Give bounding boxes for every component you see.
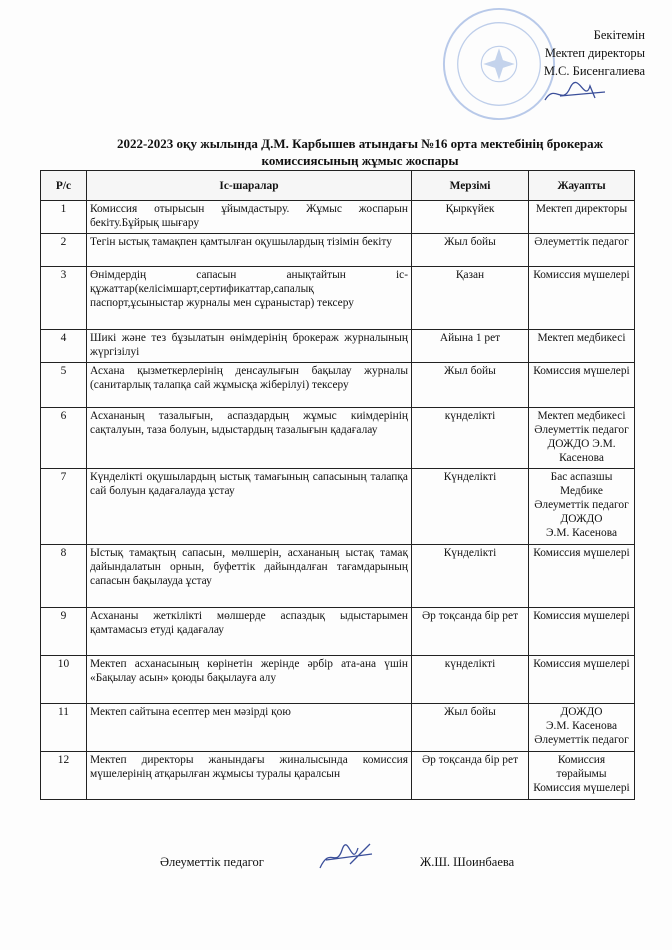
pedagogue-signature — [312, 838, 382, 874]
row-number: 3 — [41, 267, 87, 330]
row-activity: Асхананы жеткілікті мөлшерде аспаздық ыдыстарымен қамтамасыз етуді қадағалау — [87, 608, 412, 656]
row-deadline: күнделікті — [412, 408, 529, 469]
row-activity: Мектеп сайтына есептер мен мәзірді қою — [87, 704, 412, 752]
header-deadline: Мерзімі — [412, 171, 529, 201]
row-deadline: күнделікті — [412, 656, 529, 704]
row-responsible: Комиссия мүшелері — [529, 656, 635, 704]
footer-position: Әлеуметтік педагог — [160, 855, 264, 869]
row-activity: Асхананың тазалығын, аспаздардың жұмыс киімдерінің сақталуын, таза болуын, ыдыстардың тазалығын қадағалау — [87, 408, 412, 469]
row-deadline: Күнделікті — [412, 469, 529, 545]
row-number: 2 — [41, 234, 87, 267]
table-row — [41, 704, 635, 752]
table-row — [41, 656, 635, 704]
row-number: 10 — [41, 656, 87, 704]
row-responsible: Мектеп медбикесі Әлеуметтік педагог ДОЖДО Э.М. Касенова — [529, 408, 635, 469]
director-signature — [540, 78, 610, 108]
row-activity: Асхана қызметкерлерінің денсаулығын бақылау журналы (санитарлық талапқа сай жұмысқа жіберілуі) тексеру — [87, 363, 412, 408]
row-responsible: Әлеуметтік педагог — [529, 234, 635, 267]
table-row — [41, 363, 635, 408]
row-responsible: Мектеп медбикесі — [529, 330, 635, 363]
table-header-row — [41, 171, 635, 201]
row-number: 7 — [41, 469, 87, 545]
header-responsible: Жауапты — [529, 171, 635, 201]
row-activity: Мектеп директоры жанындағы жиналысында комиссия мүшелерінің атқарылған жұмысы туралы қаралсын — [87, 752, 412, 800]
row-responsible: Комиссия мүшелері — [529, 608, 635, 656]
table-row — [41, 267, 635, 330]
row-number: 11 — [41, 704, 87, 752]
row-number: 5 — [41, 363, 87, 408]
row-number: 4 — [41, 330, 87, 363]
row-activity: Шикі және тез бұзылатын өнімдерінің брокераж журналының жүргізілуі — [87, 330, 412, 363]
table-row — [41, 201, 635, 234]
table-row — [41, 408, 635, 469]
row-deadline: Жыл бойы — [412, 704, 529, 752]
row-activity: Тегін ыстық тамақпен қамтылған оқушылардың тізімін бекіту — [87, 234, 412, 267]
row-deadline: Қазан — [412, 267, 529, 330]
table-row — [41, 545, 635, 608]
row-deadline: Әр тоқсанда бір рет — [412, 752, 529, 800]
approval-name: М.С. Бисенгалиева — [543, 64, 645, 78]
table-row — [41, 330, 635, 363]
table-row — [41, 608, 635, 656]
row-number: 8 — [41, 545, 87, 608]
row-deadline: Жыл бойы — [412, 363, 529, 408]
table-row — [41, 469, 635, 545]
header-number: Р/с — [41, 171, 87, 201]
header-activity: Іс-шаралар — [87, 171, 412, 201]
row-responsible: Комиссия мүшелері — [529, 267, 635, 330]
row-deadline: Күнделікті — [412, 545, 529, 608]
row-activity: Өнімдердің сапасын анықтайтын іс-құжаттар(келісімшарт,сертификаттар,сапалық паспорт,ұсыныстар журналы мен сұраныстар) тексеру — [87, 267, 412, 330]
row-activity: Комиссия отырысын ұйымдастыру. Жұмыс жоспарын бекіту.Бұйрық шығару — [87, 201, 412, 234]
approval-position: Мектеп директоры — [544, 46, 645, 60]
row-deadline: Айына 1 рет — [412, 330, 529, 363]
row-number: 12 — [41, 752, 87, 800]
row-responsible: Комиссия мүшелері — [529, 363, 635, 408]
row-responsible: Комиссия төрайымы Комиссия мүшелері — [529, 752, 635, 800]
row-number: 9 — [41, 608, 87, 656]
row-responsible: ДОЖДО Э.М. Касенова Әлеуметтік педагог — [529, 704, 635, 752]
row-activity: Күнделікті оқушылардың ыстық тамағының сапасының талапқа сай болуын қадағалауда ұстау — [87, 469, 412, 545]
row-responsible: Мектеп директоры — [529, 201, 635, 234]
table-row — [41, 752, 635, 800]
document-title — [60, 135, 660, 169]
row-deadline: Жыл бойы — [412, 234, 529, 267]
document-title-line-1: 2022-2023 оқу жылында Д.М. Карбышев атындағы №16 орта мектебінің брокераж — [116, 136, 604, 151]
footer-name: Ж.Ш. Шоинбаева — [420, 855, 515, 869]
row-activity: Мектеп асханасының көрінетін жерінде әрбір ата-ана үшін «Бақылау асын» қоюды бақылауға алу — [87, 656, 412, 704]
row-number: 6 — [41, 408, 87, 469]
row-deadline: Әр тоқсанда бір рет — [412, 608, 529, 656]
row-deadline: Қыркүйек — [412, 201, 529, 234]
approval-heading: Бекітемін — [593, 28, 645, 42]
approval-block — [470, 26, 645, 80]
table-row — [41, 234, 635, 267]
row-responsible: Бас аспазшы Медбике Әлеуметтік педагог ДОЖДО Э.М. Касенова — [529, 469, 635, 545]
row-responsible: Комиссия мүшелері — [529, 545, 635, 608]
work-plan-table — [40, 170, 635, 800]
document-title-line-2: комиссиясының жұмыс жоспары — [261, 153, 459, 168]
row-activity: Ыстық тамақтың сапасын, мөлшерін, асхананың ыстақ тамақ дайындалатын орнын, буфеттік дайындалған тағамдарының сапасын бақылауда ұстау — [87, 545, 412, 608]
row-number: 1 — [41, 201, 87, 234]
